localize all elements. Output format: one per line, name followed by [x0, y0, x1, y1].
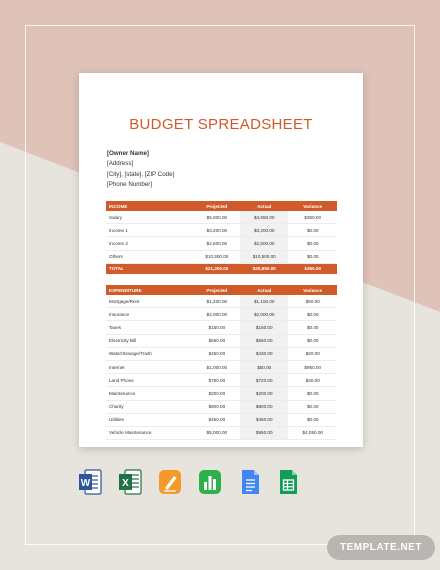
- variance-cell: $0.00: [288, 250, 337, 263]
- table-row: [106, 374, 337, 387]
- table-row: [106, 211, 337, 224]
- expenditure-header-row: [106, 285, 337, 295]
- table-row: [106, 400, 337, 413]
- projected-cell: $450.00: [194, 347, 240, 360]
- variance-col-header: Variance: [288, 285, 337, 295]
- actual-cell: $430.00: [240, 347, 289, 360]
- total-row: [106, 263, 337, 274]
- variance-cell: $0.00: [288, 334, 337, 347]
- actual-cell: $450.00: [240, 413, 289, 426]
- numbers-icon[interactable]: [198, 468, 222, 496]
- variance-cell: $0.00: [288, 400, 337, 413]
- projected-cell: $650.00: [194, 334, 240, 347]
- variance-cell: $20.00: [288, 347, 337, 360]
- projected-cell: $1,200.00: [194, 295, 240, 308]
- projected-cell: $2,500.00: [194, 237, 240, 250]
- table-row: [106, 360, 337, 373]
- variance-cell: $4,050.00: [288, 426, 337, 439]
- table-row: [106, 334, 337, 347]
- projected-cell: $5,000.00: [194, 211, 240, 224]
- row-label: Electricity Bill: [106, 334, 194, 347]
- row-label: Taxes: [106, 321, 194, 334]
- projected-cell: $10,500.00: [194, 250, 240, 263]
- row-label: Land Phone: [106, 374, 194, 387]
- row-label: Salary: [106, 211, 194, 224]
- actual-cell: $950.00: [240, 426, 289, 439]
- variance-cell: $30.00: [288, 374, 337, 387]
- actual-cell: $2,500.00: [240, 237, 289, 250]
- projected-cell: $200.00: [194, 387, 240, 400]
- projected-cell: $150.00: [194, 321, 240, 334]
- income-col-header: INCOME: [106, 201, 194, 211]
- table-row: [106, 387, 337, 400]
- table-row: [106, 250, 337, 263]
- income-header-row: [106, 201, 337, 211]
- variance-cell: $950.00: [288, 360, 337, 373]
- actual-cell: $2,000.00: [240, 308, 289, 321]
- table-row: [106, 308, 337, 321]
- table-row: [106, 224, 337, 237]
- projected-col-header: Projected: [194, 285, 240, 295]
- row-label: Others: [106, 250, 194, 263]
- row-label: Insurance: [106, 308, 194, 321]
- row-label: Internet: [106, 360, 194, 373]
- projected-cell: $5,000.00: [194, 426, 240, 439]
- expenditure-table: [106, 285, 337, 440]
- projected-cell: $800.00: [194, 400, 240, 413]
- variance-col-header: Variance: [288, 201, 337, 211]
- projected-cell: $3,200.00: [194, 224, 240, 237]
- row-label: Water/Sewage/Trash: [106, 347, 194, 360]
- variance-cell: $0.00: [288, 224, 337, 237]
- actual-col-header: Actual: [240, 285, 289, 295]
- total-projected: $21,200.00: [194, 263, 240, 274]
- variance-cell: $0.00: [288, 308, 337, 321]
- variance-cell: $0.00: [288, 387, 337, 400]
- table-row: [106, 426, 337, 439]
- word-icon[interactable]: [78, 468, 102, 496]
- table-row: [106, 321, 337, 334]
- expenditure-col-header: EXPENDITURE: [106, 285, 194, 295]
- actual-cell: $720.00: [240, 374, 289, 387]
- total-label: TOTAL: [106, 263, 194, 274]
- actual-cell: $650.00: [240, 334, 289, 347]
- row-label: Maintenance: [106, 387, 194, 400]
- document-title: BUDGET SPREADSHEET: [129, 116, 313, 133]
- income-table: [106, 201, 337, 274]
- table-row: [106, 413, 337, 426]
- actual-cell: $150.00: [240, 321, 289, 334]
- actual-cell: $4,650.00: [240, 211, 289, 224]
- actual-cell: $10,500.00: [240, 250, 289, 263]
- google-docs-icon[interactable]: [238, 468, 262, 496]
- owner-name: [Owner Name]: [107, 150, 149, 157]
- row-label: Utilities: [106, 413, 194, 426]
- variance-cell: $0.00: [288, 413, 337, 426]
- projected-cell: $450.00: [194, 413, 240, 426]
- budget-document: [79, 73, 363, 447]
- actual-cell: $50.00: [240, 360, 289, 373]
- owner-city-line: [City], [state], [ZIP Code]: [107, 170, 175, 178]
- actual-col-header: Actual: [240, 201, 289, 211]
- actual-cell: $3,200.00: [240, 224, 289, 237]
- owner-phone: [Phone Number]: [107, 180, 153, 188]
- google-sheets-icon[interactable]: [276, 468, 300, 496]
- excel-icon[interactable]: [118, 468, 142, 496]
- svg-text:W: W: [80, 478, 91, 489]
- row-label: Income 2: [106, 237, 194, 250]
- actual-cell: $800.00: [240, 400, 289, 413]
- total-actual: $20,850.00: [240, 263, 289, 274]
- variance-cell: $0.00: [288, 237, 337, 250]
- projected-cell: $1,000.00: [194, 360, 240, 373]
- variance-cell: $50.00: [288, 295, 337, 308]
- owner-address: [Address]: [107, 160, 134, 168]
- projected-cell: $750.00: [194, 374, 240, 387]
- format-icons: [78, 468, 298, 496]
- actual-cell: $200.00: [240, 387, 289, 400]
- owner-block: [107, 149, 174, 190]
- row-label: Mortgage/Rent: [106, 295, 194, 308]
- table-row: [106, 347, 337, 360]
- svg-text:X: X: [122, 478, 129, 489]
- variance-cell: $350.00: [288, 211, 337, 224]
- variance-cell: $0.00: [288, 321, 337, 334]
- actual-cell: $1,150.00: [240, 295, 289, 308]
- row-label: Vehicle Maintenance: [106, 426, 194, 439]
- total-variance: $350.00: [288, 263, 337, 274]
- row-label: Charity: [106, 400, 194, 413]
- projected-col-header: Projected: [194, 201, 240, 211]
- table-row: [106, 237, 337, 250]
- table-row: [106, 295, 337, 308]
- pages-icon[interactable]: [158, 468, 182, 496]
- template-net-badge[interactable]: TEMPLATE.NET: [327, 535, 435, 560]
- projected-cell: $2,000.00: [194, 308, 240, 321]
- row-label: Income 1: [106, 224, 194, 237]
